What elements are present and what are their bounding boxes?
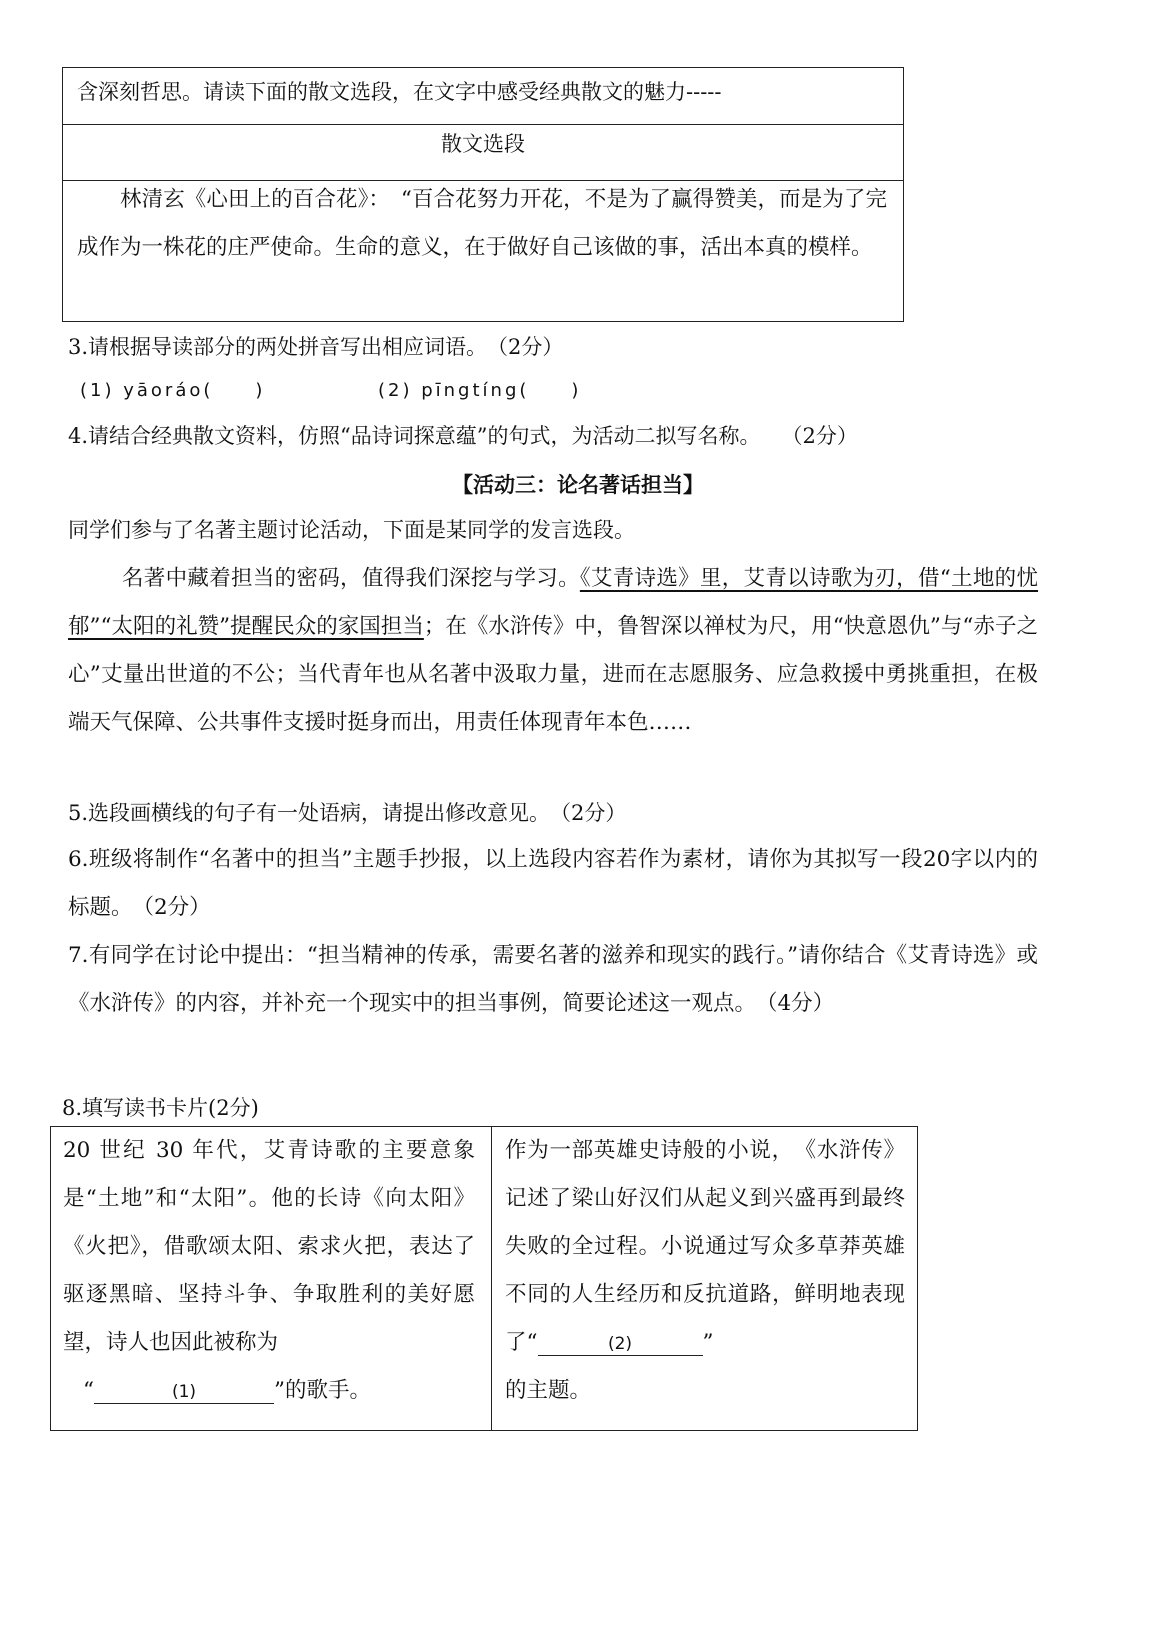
blank-2: (2): [538, 1333, 703, 1356]
question-8: 8.填写读书卡片(2分): [62, 1096, 259, 1120]
card-divider: [491, 1127, 492, 1430]
table-divider: [63, 124, 903, 125]
reading-card-table: [50, 1126, 918, 1431]
reading-table: [62, 67, 904, 322]
question-3: 3.请根据导读部分的两处拼音写出相应词语。 （2分）: [68, 335, 564, 359]
activity-heading: 【活动三：论名著话担当】: [452, 472, 704, 497]
card-left: [63, 1127, 475, 1415]
passage-text: 名著中藏着担当的密码，值得我们深挖与学习。: [122, 566, 580, 591]
card-left-text: 20 世纪 30 年代，艾青诗歌的主要意象是“土地”和“太阳”。他的长诗《向太阳》《火把》，借歌颂太阳、索求火把，表达了驱逐黑暗、坚持斗争、争取胜利的美好愿望，诗人也因此被称为: [63, 1138, 475, 1355]
card-left-end: ”的歌手。: [274, 1378, 371, 1403]
card-right-text: 作为一部英雄史诗般的小说， 《水浒传》记述了梁山好汉们从起义到兴盛再到最终失败的全过程。小说通过写众多草莽英雄不同的人生经历和反抗道路，鲜明地表现了“: [505, 1138, 905, 1355]
speech-passage: [68, 555, 1038, 747]
question-4: 4.请结合经典散文资料，仿照“品诗词探意蕴”的句式，为活动二拟写名称。 （2分）: [68, 424, 858, 448]
quote-mark: “: [83, 1378, 94, 1403]
passage-underlined-sentence: 《艾青诗选》里，艾青以诗歌为刃，借“土地的忧郁”“太阳的礼赞”提醒民众的家国担当: [68, 566, 1038, 639]
table-row-title: 散文选段: [441, 132, 525, 156]
question-6: 6.班级将制作“名著中的担当”主题手抄报，以上选段内容若作为素材，请你为其拟写一段20字以内的标题。 （2分）: [68, 847, 1038, 920]
activity-intro: 同学们参与了名著主题讨论活动，下面是某同学的发言选段。: [68, 518, 635, 542]
table-row-excerpt: 林清玄《心田上的百合花》： “百合花努力开花，不是为了赢得赞美，而是为了完成作为一株花的庄严使命。生命的意义，在于做好自己该做的事，活出本真的模样。: [77, 187, 887, 260]
card-right-end: 的主题。: [505, 1378, 592, 1403]
quote-mark: ”: [702, 1330, 714, 1355]
pinyin-item-1: (1) yāoráo( ): [80, 380, 266, 401]
pinyin-item-2: (2) pīngtíng( ): [378, 380, 582, 401]
blank-1: (1): [94, 1381, 274, 1404]
card-right: [505, 1127, 905, 1415]
table-row-intro: 含深刻哲思。请读下面的散文选段，在文字中感受经典散文的魅力-----: [77, 80, 722, 104]
question-5: 5.选段画横线的句子有一处语病，请提出修改意见。 （2分）: [68, 801, 627, 825]
passage-text: ；在《水浒传》中，鲁智深以禅杖为尺，用“快意恩仇”与“赤子之心”丈量出世道的不公；当代青年也从名著中汲取力量，进而在志愿服务、应急救援中勇挑重担，在极端天气保障、公共事件支援时挺身而出，用责任体现青年本色……: [68, 614, 1038, 735]
question-7: 7.有同学在讨论中提出：“担当精神的传承，需要名著的滋养和现实的践行。”请你结合《艾青诗选》或《水浒传》的内容，并补充一个现实中的担当事例，简要论述这一观点。 （4分）: [68, 943, 1038, 1016]
